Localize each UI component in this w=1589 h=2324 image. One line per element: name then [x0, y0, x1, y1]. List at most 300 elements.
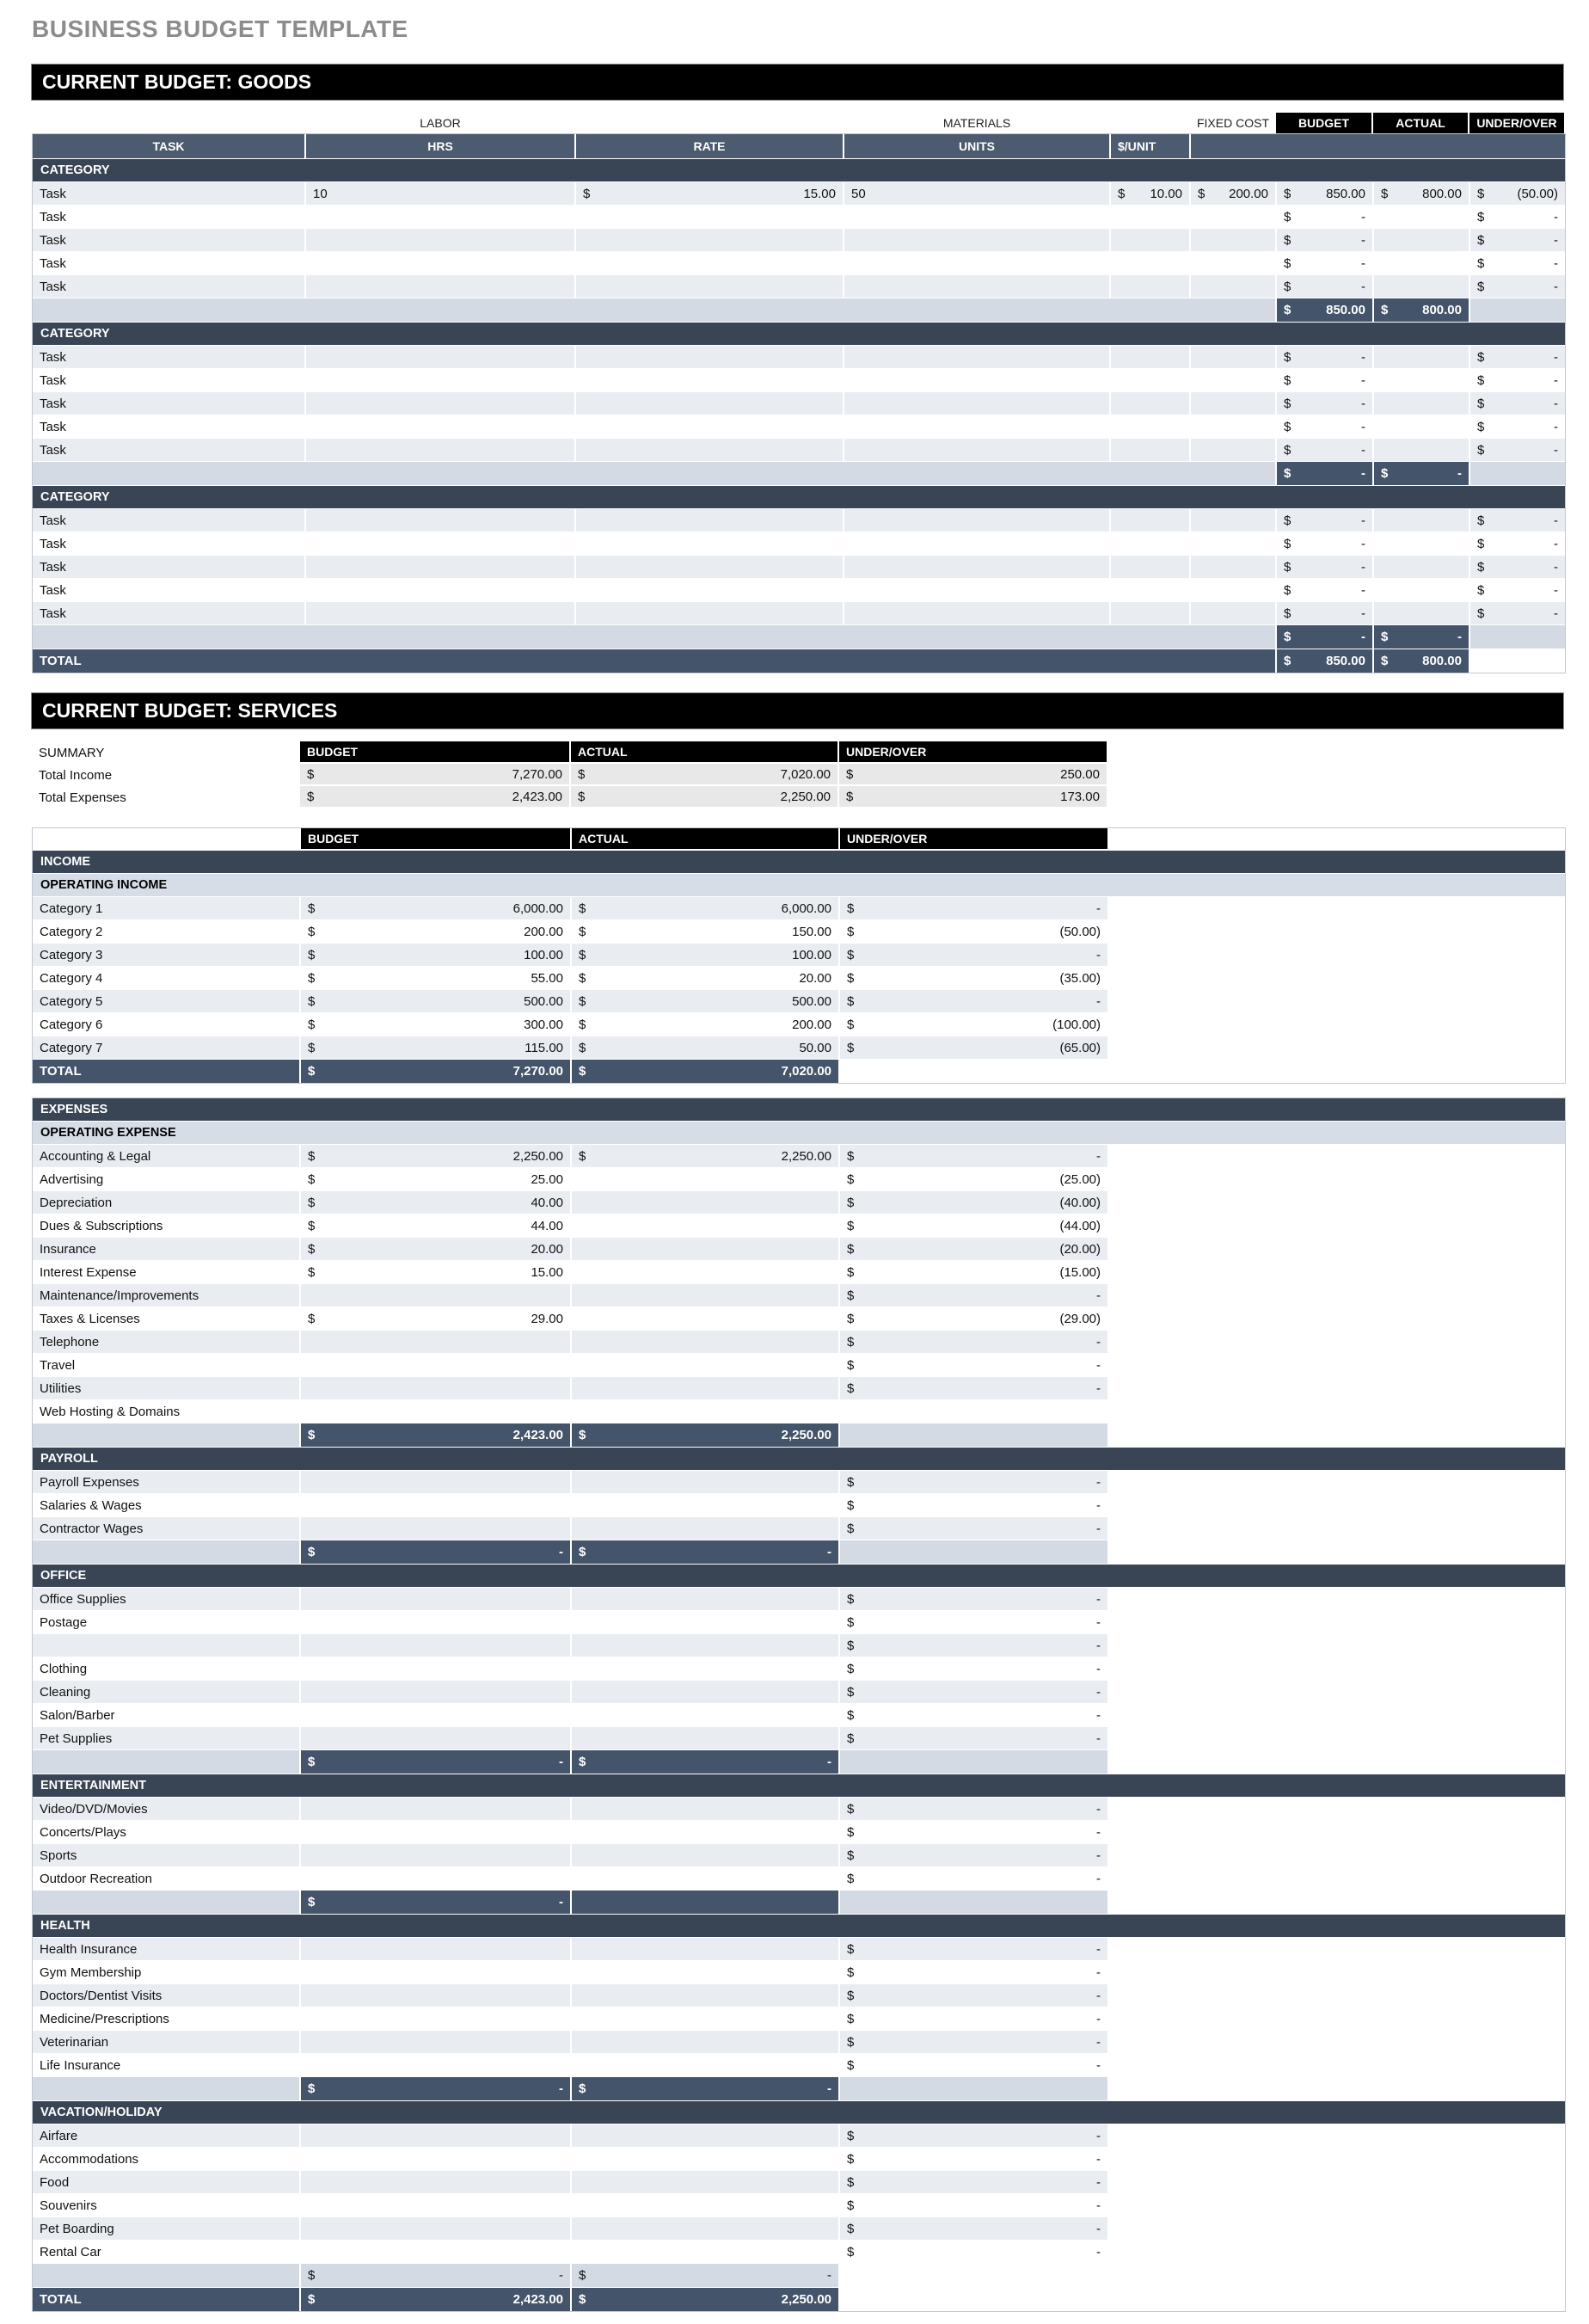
under-over-cell-amount: -	[1554, 442, 1558, 458]
expense-group-subtotal-row	[33, 2077, 1565, 2101]
summary-row	[32, 764, 1566, 786]
under-over-cell-amount: -	[1554, 255, 1558, 271]
expense-row	[33, 1681, 1565, 1704]
under-over-cell-amount: -	[1096, 901, 1101, 916]
summary-under-over-cell-amount: 250.00	[1060, 766, 1100, 782]
budget-cell-currency: $	[308, 970, 316, 986]
budget-cell-currency: $	[1284, 186, 1291, 201]
under-over-cell	[840, 1588, 1107, 1610]
expense-row	[33, 2171, 1565, 2194]
budget-cell-currency: $	[1284, 349, 1291, 365]
under-over-cell	[1470, 602, 1565, 624]
per-unit-cell	[1111, 392, 1191, 415]
expenses-total-budget-cell-currency: $	[308, 2292, 316, 2307]
under-over-cell-amount: (25.00)	[1059, 1171, 1101, 1187]
under-over-cell-amount: -	[1096, 1824, 1101, 1840]
budget-cell-amount: -	[1361, 372, 1365, 388]
under-over-cell-currency: $	[1477, 186, 1485, 201]
under-over-cell	[1470, 579, 1565, 601]
under-over-cell-amount: -	[1554, 536, 1558, 551]
subtotal-spacer	[33, 2077, 301, 2100]
actual-column-label: ACTUAL	[1373, 113, 1469, 133]
subtotal-budget-cell-currency: $	[308, 1895, 316, 1909]
actual-cell	[572, 1634, 840, 1657]
expense-row-label: Accounting & Legal	[33, 1145, 301, 1167]
budget-cell	[301, 897, 572, 919]
summary-actual-cell-currency: $	[578, 766, 586, 782]
subtotal-budget-cell	[1277, 625, 1374, 649]
actual-cell	[572, 1681, 840, 1703]
under-over-column-header: UNDER/OVER	[840, 828, 1107, 849]
summary-under-over-header: UNDER/OVER	[839, 741, 1107, 762]
fixed-cost-label: FIXED COST	[1196, 116, 1269, 130]
under-over-cell	[840, 1634, 1107, 1657]
goods-total-budget-cell-amount: 850.00	[1326, 654, 1365, 668]
actual-cell-amount: 20.00	[799, 970, 831, 986]
budget-cell-amount: -	[1361, 255, 1365, 271]
hrs-cell	[306, 439, 576, 461]
expense-row-label: Outdoor Recreation	[33, 1867, 301, 1890]
expense-row-label: Web Hosting & Domains	[33, 1400, 301, 1423]
task-cell: Task	[33, 439, 306, 461]
expense-row-label: Dues & Subscriptions	[33, 1214, 301, 1237]
actual-cell-currency: $	[579, 924, 586, 939]
under-over-cell	[840, 1284, 1107, 1306]
units-cell	[844, 229, 1111, 251]
actual-cell	[1374, 206, 1470, 228]
budget-cell-amount: 115.00	[525, 1040, 563, 1055]
under-over-cell-amount: -	[1096, 1357, 1101, 1373]
budget-cell	[301, 1588, 572, 1610]
under-over-cell	[840, 1867, 1107, 1890]
under-over-cell-amount: -	[1096, 1521, 1101, 1536]
under-over-cell-amount: -	[1096, 2057, 1101, 2073]
budget-cell	[1277, 532, 1374, 555]
under-over-cell-amount: -	[1096, 2011, 1101, 2026]
summary-budget-cell-currency: $	[307, 766, 315, 782]
under-over-cell-amount: -	[1096, 2128, 1101, 2143]
under-over-cell-currency: $	[847, 1848, 855, 1863]
budget-cell	[1277, 346, 1374, 368]
budget-cell	[301, 2217, 572, 2240]
expense-row-label: Travel	[33, 1354, 301, 1376]
expenses-total-actual-cell-currency: $	[579, 2292, 586, 2307]
hrs-cell	[306, 509, 576, 532]
actual-cell	[572, 920, 840, 943]
budget-cell	[1277, 392, 1374, 415]
materials-group-label: MATERIALS	[942, 116, 1011, 130]
subtotal-actual-cell	[1374, 625, 1470, 649]
expense-row	[33, 1821, 1565, 1844]
fixed-cost-cell	[1191, 275, 1277, 298]
rate-cell	[576, 509, 844, 532]
under-over-cell-amount: -	[1096, 1474, 1101, 1490]
subtotal-budget-cell-currency: $	[1284, 303, 1291, 317]
budget-cell-currency: $	[1284, 582, 1291, 598]
fixed-cost-cell	[1191, 509, 1277, 532]
budget-cell	[1277, 369, 1374, 391]
task-cell: Task	[33, 579, 306, 601]
goods-total-budget-cell-currency: $	[1284, 654, 1291, 668]
under-over-cell	[1470, 392, 1565, 415]
expense-row-label: Life Insurance	[33, 2054, 301, 2076]
subtotal-actual-cell-currency: $	[579, 1428, 586, 1442]
under-over-cell-currency: $	[1477, 396, 1485, 411]
budget-cell-currency: $	[308, 1241, 316, 1257]
task-cell: Task	[33, 602, 306, 624]
per-unit-cell	[1111, 556, 1191, 578]
expense-row-label: Video/DVD/Movies	[33, 1798, 301, 1820]
under-over-cell	[840, 2031, 1107, 2053]
summary-row-label: Total Income	[39, 767, 113, 783]
per-unit-cell	[1111, 182, 1191, 205]
under-over-cell-amount: -	[1554, 582, 1558, 598]
services-banner: CURRENT BUDGET: SERVICES	[31, 692, 1564, 729]
budget-cell	[1277, 275, 1374, 298]
hrs-cell	[306, 275, 576, 298]
actual-cell	[572, 1238, 840, 1260]
subtotal-spacer	[33, 2264, 301, 2287]
budget-cell	[301, 1938, 572, 1960]
budget-cell-currency: $	[308, 1218, 316, 1233]
actual-cell	[1374, 369, 1470, 391]
income-total-budget-cell-currency: $	[308, 1064, 316, 1079]
subtotal-budget-cell	[301, 1423, 572, 1447]
income-row	[33, 920, 1565, 944]
under-over-cell-currency: $	[847, 970, 855, 986]
fixed-cost-cell	[1191, 369, 1277, 391]
under-over-cell	[840, 1798, 1107, 1820]
fixed-cost-cell-currency: $	[1198, 186, 1206, 201]
actual-cell	[572, 2217, 840, 2240]
subtotal-budget-cell-currency: $	[1284, 630, 1291, 644]
under-over-cell	[1470, 252, 1565, 274]
actual-cell	[572, 1657, 840, 1680]
under-over-cell	[840, 1681, 1107, 1703]
summary-actual-cell	[571, 786, 839, 808]
expense-row-label: Contractor Wages	[33, 1517, 301, 1540]
subtotal-actual-cell-currency: $	[1381, 630, 1389, 644]
actual-cell	[1374, 509, 1470, 532]
units-cell	[844, 252, 1111, 274]
budget-cell-currency: $	[1284, 209, 1291, 224]
under-over-cell-currency: $	[847, 1311, 855, 1326]
budget-cell-currency: $	[1284, 513, 1291, 528]
budget-cell	[301, 1168, 572, 1190]
summary-actual-header: ACTUAL	[571, 741, 839, 762]
actual-cell	[1374, 229, 1470, 251]
hrs-cell	[306, 252, 576, 274]
under-over-cell	[1470, 439, 1565, 461]
under-over-cell-currency: $	[1477, 279, 1485, 294]
budget-cell	[301, 1961, 572, 1983]
expense-row	[33, 1307, 1565, 1331]
under-over-cell	[840, 2217, 1107, 2240]
under-over-cell-currency: $	[847, 901, 855, 916]
under-over-cell-currency: $	[1477, 349, 1485, 365]
fixed-cost-cell	[1191, 229, 1277, 251]
under-over-cell-currency: $	[847, 2057, 855, 2073]
summary-header-row	[32, 741, 1566, 764]
under-over-cell	[840, 1938, 1107, 1960]
budget-cell-amount: -	[1361, 232, 1365, 248]
under-over-cell	[840, 1354, 1107, 1376]
per-unit-header: $/UNIT	[1111, 134, 1191, 158]
actual-cell-currency: $	[579, 970, 586, 986]
summary-under-over-cell-currency: $	[846, 766, 854, 782]
goods-total-budget-cell	[1277, 649, 1374, 673]
expense-group-header: PAYROLL	[33, 1448, 1565, 1471]
units-cell	[844, 509, 1111, 532]
under-over-cell	[840, 1961, 1107, 1983]
task-cell: Task	[33, 346, 306, 368]
hrs-cell	[306, 532, 576, 555]
expenses-total-actual-cell	[572, 2288, 840, 2311]
expense-row	[33, 1961, 1565, 1984]
expense-row	[33, 2054, 1565, 2077]
budget-cell	[301, 2054, 572, 2076]
under-over-cell	[840, 990, 1107, 1012]
goods-table	[32, 133, 1566, 673]
subtotal-budget-cell	[1277, 298, 1374, 322]
actual-cell	[572, 1938, 840, 1960]
goods-task-row	[33, 439, 1565, 462]
under-over-cell-currency: $	[847, 1040, 855, 1055]
expense-row	[33, 1471, 1565, 1494]
actual-cell	[572, 1517, 840, 1540]
under-over-cell-currency: $	[1477, 513, 1485, 528]
expense-row-label: Concerts/Plays	[33, 1821, 301, 1843]
actual-cell	[1374, 556, 1470, 578]
under-over-cell-amount: (44.00)	[1059, 1218, 1101, 1233]
actual-cell	[572, 1191, 840, 1214]
expense-row-label: Office Supplies	[33, 1588, 301, 1610]
services-header-row	[33, 828, 1565, 851]
goods-task-row	[33, 509, 1565, 532]
under-over-cell-currency: $	[847, 1288, 855, 1303]
under-over-cell-amount: -	[1554, 209, 1558, 224]
actual-cell-currency: $	[579, 1017, 586, 1032]
under-over-cell-currency: $	[1477, 209, 1485, 224]
budget-cell	[301, 967, 572, 989]
under-over-cell-amount: -	[1554, 419, 1558, 434]
per-unit-cell	[1111, 206, 1191, 228]
expense-row-label: Payroll Expenses	[33, 1471, 301, 1493]
summary-actual-cell-currency: $	[578, 789, 586, 804]
summary-row	[32, 786, 1566, 808]
goods-total-label: TOTAL	[33, 649, 1277, 673]
budget-cell-amount: -	[1361, 442, 1365, 458]
budget-cell	[1277, 556, 1374, 578]
under-over-cell	[1470, 275, 1565, 298]
goods-total-row	[33, 649, 1565, 673]
budget-cell-amount: -	[1361, 606, 1365, 621]
fixed-cost-cell	[1191, 182, 1277, 205]
units-cell	[844, 439, 1111, 461]
under-over-cell-amount: -	[1096, 993, 1101, 1009]
budget-cell	[301, 1821, 572, 1843]
under-over-cell-currency: $	[847, 1195, 855, 1210]
subtotal-spacer	[33, 1750, 301, 1774]
subtotal-budget-cell-amount: -	[1361, 466, 1365, 481]
expense-row	[33, 1238, 1565, 1261]
subtotal-actual-cell-amount: -	[827, 2268, 831, 2283]
expense-group-subtotal-row	[33, 1750, 1565, 1774]
hrs-cell: 10	[306, 182, 576, 205]
actual-cell	[572, 1798, 840, 1820]
summary-actual-cell-amount: 2,250.00	[780, 789, 831, 804]
expense-row-label: Health Insurance	[33, 1938, 301, 1960]
expense-row	[33, 1798, 1565, 1821]
expense-row-label: Salon/Barber	[33, 1704, 301, 1726]
expense-group-header: ENTERTAINMENT	[33, 1774, 1565, 1798]
actual-cell	[572, 1013, 840, 1036]
units-cell	[844, 556, 1111, 578]
income-section-header: INCOME	[33, 851, 1565, 874]
under-over-cell-currency: $	[847, 1964, 855, 1980]
budget-cell-currency: $	[308, 947, 316, 962]
budget-cell	[301, 1238, 572, 1260]
under-over-cell-currency: $	[847, 2034, 855, 2050]
services-income-table	[32, 827, 1566, 1084]
income-total-under-over-cell	[840, 1060, 1107, 1083]
goods-task-row	[33, 369, 1565, 392]
expense-row-label: Depreciation	[33, 1191, 301, 1214]
subtotal-under-over-cell	[840, 1750, 1107, 1774]
subtotal-budget-cell	[301, 1540, 572, 1564]
under-over-cell-amount: (35.00)	[1059, 970, 1101, 986]
subtotal-budget-cell-currency: $	[1284, 466, 1291, 481]
summary-budget-header: BUDGET	[300, 741, 571, 762]
under-over-cell-amount: -	[1096, 1848, 1101, 1863]
budget-cell	[301, 944, 572, 966]
expense-row	[33, 1400, 1565, 1423]
actual-cell	[572, 1588, 840, 1610]
subtotal-actual-cell	[572, 1750, 840, 1774]
actual-cell-amount: 500.00	[792, 993, 831, 1009]
expense-row	[33, 1331, 1565, 1354]
actual-cell-currency: $	[579, 1040, 586, 1055]
actual-cell-amount: 800.00	[1422, 186, 1462, 201]
budget-cell-currency: $	[308, 924, 316, 939]
under-over-cell-currency: $	[1477, 232, 1485, 248]
summary-budget-cell-amount: 2,423.00	[512, 789, 562, 804]
actual-cell	[572, 2124, 840, 2147]
budget-cell	[301, 1657, 572, 1680]
goods-task-row	[33, 579, 1565, 602]
actual-cell	[572, 1214, 840, 1237]
actual-cell	[1374, 415, 1470, 438]
actual-cell-currency: $	[1381, 186, 1389, 201]
budget-cell	[301, 2194, 572, 2216]
income-body	[33, 851, 1565, 1083]
task-header: TASK	[33, 134, 306, 158]
hrs-header: HRS	[306, 134, 576, 158]
under-over-cell-currency: $	[847, 1474, 855, 1490]
units-cell	[844, 602, 1111, 624]
hrs-cell	[306, 369, 576, 391]
per-unit-cell	[1111, 415, 1191, 438]
subtotal-budget-cell	[301, 1750, 572, 1774]
expense-row	[33, 1727, 1565, 1750]
subtotal-actual-cell-amount: -	[827, 1545, 831, 1559]
under-over-cell-currency: $	[847, 1614, 855, 1630]
under-over-cell-amount: (20.00)	[1059, 1241, 1101, 1257]
under-over-cell-currency: $	[847, 947, 855, 962]
under-over-cell-currency: $	[847, 1591, 855, 1607]
under-over-cell-currency: $	[847, 1148, 855, 1164]
under-over-cell	[1470, 346, 1565, 368]
per-unit-cell	[1111, 532, 1191, 555]
income-row	[33, 1013, 1565, 1036]
subtotal-budget-cell	[301, 1891, 572, 1914]
expenses-total-budget-cell-amount: 2,423.00	[512, 2292, 563, 2307]
goods-total-under-over-cell	[1470, 649, 1565, 673]
under-over-cell-currency: $	[847, 2198, 855, 2213]
per-unit-cell-currency: $	[1118, 186, 1126, 201]
under-over-cell-amount: -	[1096, 1380, 1101, 1396]
budget-cell-amount: 300.00	[524, 1017, 563, 1032]
subtotal-spacer	[33, 1540, 301, 1564]
under-over-cell-currency: $	[847, 1638, 855, 1653]
expense-row	[33, 2031, 1565, 2054]
actual-cell	[572, 2007, 840, 2030]
actual-cell	[572, 1704, 840, 1726]
subtotal-budget-cell-amount: -	[559, 1545, 563, 1559]
expense-row	[33, 1844, 1565, 1867]
under-over-cell-amount: -	[1096, 1871, 1101, 1886]
rate-cell-currency: $	[583, 186, 591, 201]
budget-cell	[1277, 206, 1374, 228]
under-over-cell	[840, 1517, 1107, 1540]
budget-cell-currency: $	[1284, 372, 1291, 388]
budget-cell-currency: $	[1284, 559, 1291, 575]
budget-cell-amount: -	[1361, 536, 1365, 551]
expense-row	[33, 1145, 1565, 1168]
expense-row-label: Taxes & Licenses	[33, 1307, 301, 1330]
actual-cell	[1374, 252, 1470, 274]
actual-cell	[572, 1961, 840, 1983]
income-row-label: Category 6	[33, 1013, 301, 1036]
budget-cell-currency: $	[308, 1040, 316, 1055]
task-cell: Task	[33, 182, 306, 205]
task-cell: Task	[33, 252, 306, 274]
expense-row-label: Food	[33, 2171, 301, 2193]
summary-under-over-cell	[839, 786, 1107, 808]
units-cell	[844, 579, 1111, 601]
actual-cell-currency: $	[579, 947, 586, 962]
budget-cell-currency: $	[1284, 419, 1291, 434]
budget-cell	[301, 1191, 572, 1214]
under-over-cell-amount: -	[1096, 1497, 1101, 1513]
subtotal-actual-cell-currency: $	[1381, 466, 1389, 481]
budget-cell	[301, 1494, 572, 1516]
budget-cell	[301, 1013, 572, 1036]
actual-cell	[572, 1611, 840, 1633]
under-over-cell-currency: $	[847, 924, 855, 939]
under-over-cell-amount: -	[1554, 232, 1558, 248]
budget-cell-amount: -	[1361, 559, 1365, 575]
expense-row-label: Pet Boarding	[33, 2217, 301, 2240]
subtotal-actual-cell-amount: -	[827, 2081, 831, 2096]
rate-cell	[576, 556, 844, 578]
operating-expense-header: OPERATING EXPENSE	[33, 1122, 1565, 1145]
goods-task-row	[33, 392, 1565, 415]
under-over-cell-currency: $	[847, 2174, 855, 2190]
income-row-label: Category 7	[33, 1036, 301, 1059]
expense-row	[33, 2007, 1565, 2031]
fixed-cost-cell	[1191, 579, 1277, 601]
